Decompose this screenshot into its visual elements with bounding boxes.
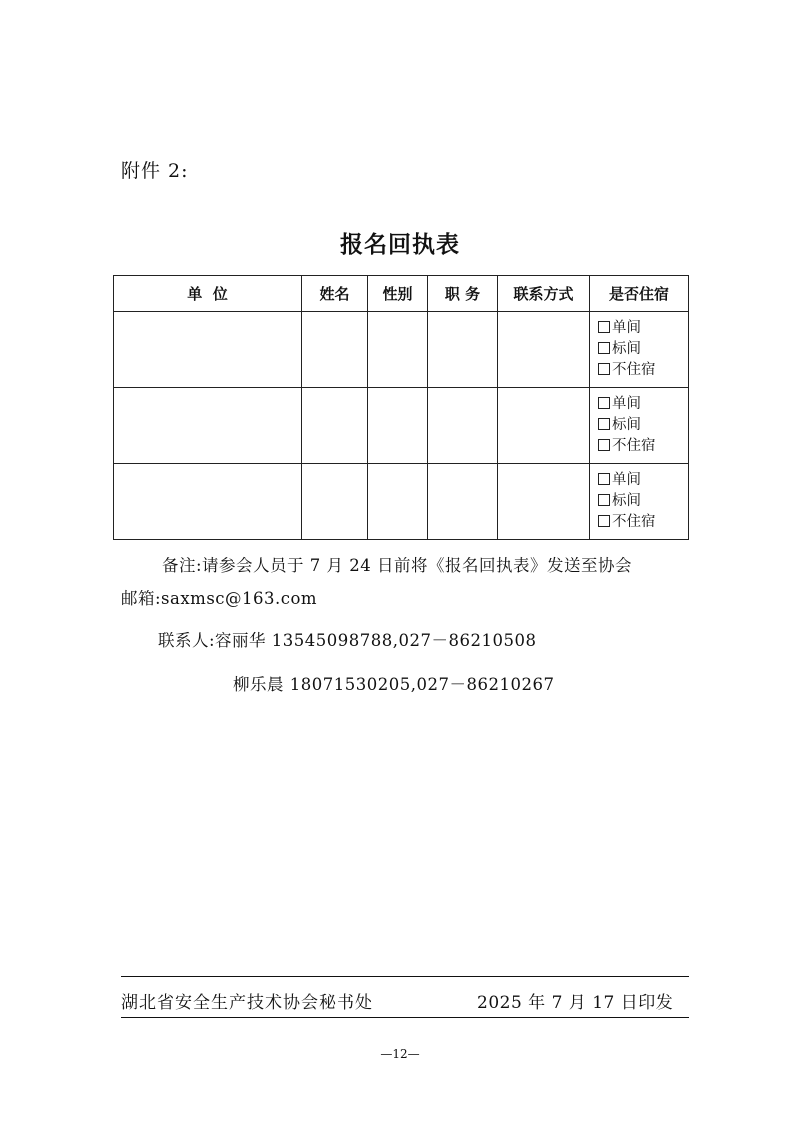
gender-cell[interactable] bbox=[368, 388, 428, 464]
option-label: 单间 bbox=[612, 320, 641, 336]
footer-issuer: 湖北省安全生产技术协会秘书处 bbox=[121, 993, 373, 1013]
table-row bbox=[114, 312, 689, 388]
option-label: 不住宿 bbox=[612, 362, 656, 378]
checkbox-icon[interactable] bbox=[598, 473, 610, 485]
unit-cell[interactable] bbox=[114, 312, 302, 388]
header-name: 姓名 bbox=[302, 276, 368, 312]
note-line-2: 邮箱:saxmsc@163.com bbox=[121, 589, 318, 608]
header-position: 职 务 bbox=[428, 276, 498, 312]
note-line-1: 备注:请参会人员于 7 月 24 日前将《报名回执表》发送至协会 bbox=[162, 556, 633, 575]
contact-cell[interactable] bbox=[498, 312, 590, 388]
option-no-lodging[interactable] bbox=[598, 360, 688, 381]
footer-date: 2025 年 7 月 17 日印发 bbox=[477, 993, 674, 1013]
footer-bottom-rule bbox=[121, 1017, 689, 1018]
position-cell[interactable] bbox=[428, 388, 498, 464]
name-cell[interactable] bbox=[302, 464, 368, 540]
gender-cell[interactable] bbox=[368, 464, 428, 540]
table-row bbox=[114, 464, 689, 540]
contact-line-2: 柳乐晨 18071530205,027－86210267 bbox=[233, 675, 555, 694]
checkbox-icon[interactable] bbox=[598, 418, 610, 430]
checkbox-icon[interactable] bbox=[598, 494, 610, 506]
footer-top-rule bbox=[121, 976, 689, 977]
accommodation-cell bbox=[590, 312, 689, 388]
option-label: 标间 bbox=[612, 493, 641, 509]
checkbox-icon[interactable] bbox=[598, 321, 610, 333]
checkbox-icon[interactable] bbox=[598, 439, 610, 451]
option-label: 单间 bbox=[612, 472, 641, 488]
contact-cell[interactable] bbox=[498, 464, 590, 540]
option-label: 不住宿 bbox=[612, 438, 656, 454]
option-no-lodging[interactable] bbox=[598, 512, 688, 533]
header-accommodation: 是否住宿 bbox=[590, 276, 689, 312]
gender-cell[interactable] bbox=[368, 312, 428, 388]
option-standard-room[interactable] bbox=[598, 415, 688, 436]
option-label: 标间 bbox=[612, 417, 641, 433]
name-cell[interactable] bbox=[302, 388, 368, 464]
option-label: 不住宿 bbox=[612, 514, 656, 530]
checkbox-icon[interactable] bbox=[598, 363, 610, 375]
unit-cell[interactable] bbox=[114, 464, 302, 540]
table-header-row bbox=[114, 276, 689, 312]
option-no-lodging[interactable] bbox=[598, 436, 688, 457]
page-number: —12— bbox=[380, 1047, 420, 1061]
option-label: 标间 bbox=[612, 341, 641, 357]
registration-table bbox=[113, 275, 689, 540]
contact-cell[interactable] bbox=[498, 388, 590, 464]
unit-cell[interactable] bbox=[114, 388, 302, 464]
header-contact: 联系方式 bbox=[498, 276, 590, 312]
accommodation-cell bbox=[590, 464, 689, 540]
option-single-room[interactable] bbox=[598, 470, 688, 491]
contact-line-1: 联系人:容丽华 13545098788,027－86210508 bbox=[158, 631, 537, 650]
form-title: 报名回执表 bbox=[340, 232, 460, 258]
checkbox-icon[interactable] bbox=[598, 397, 610, 409]
option-label: 单间 bbox=[612, 396, 641, 412]
option-single-room[interactable] bbox=[598, 394, 688, 415]
position-cell[interactable] bbox=[428, 464, 498, 540]
option-standard-room[interactable] bbox=[598, 339, 688, 360]
option-single-room[interactable] bbox=[598, 318, 688, 339]
checkbox-icon[interactable] bbox=[598, 515, 610, 527]
name-cell[interactable] bbox=[302, 312, 368, 388]
header-unit: 单 位 bbox=[114, 276, 302, 312]
header-gender: 性别 bbox=[368, 276, 428, 312]
position-cell[interactable] bbox=[428, 312, 498, 388]
table-row bbox=[114, 388, 689, 464]
option-standard-room[interactable] bbox=[598, 491, 688, 512]
checkbox-icon[interactable] bbox=[598, 342, 610, 354]
accommodation-cell bbox=[590, 388, 689, 464]
attachment-label: 附件 2: bbox=[121, 160, 189, 182]
